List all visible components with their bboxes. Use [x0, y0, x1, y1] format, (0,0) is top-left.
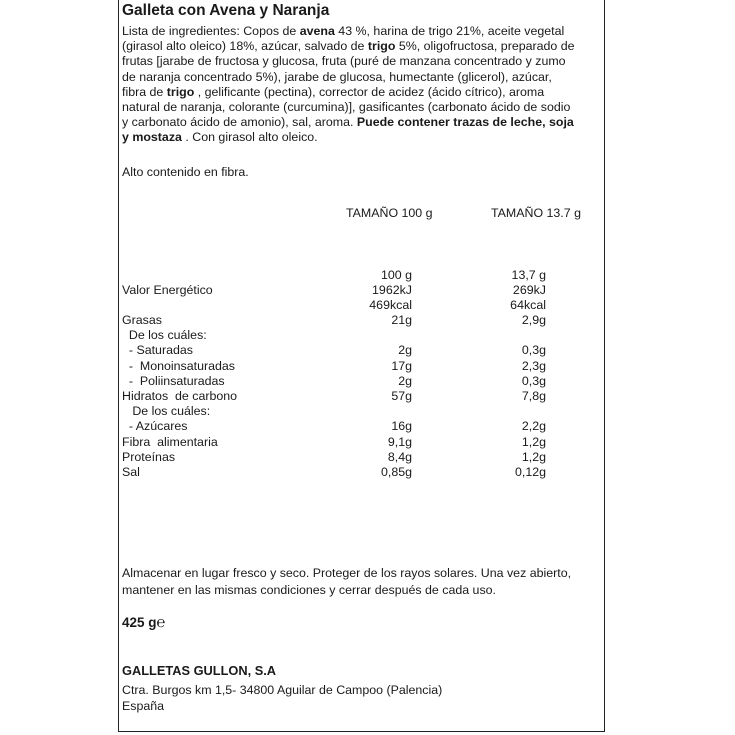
storage-line-2: mantener en las mismas condiciones y cerrar después de cada uso. [122, 583, 496, 597]
nutrient-value-portion: 0,3g [521, 343, 546, 358]
allergen-text: Puede contener trazas de leche, soja [356, 115, 574, 130]
col-header-portion: TAMAÑO 13.7 g [491, 206, 581, 220]
nutrient-value-100g: 2g [398, 343, 412, 358]
nutrient-value-100g: 17g [391, 358, 412, 373]
nutrient-value-portion: 2,3g [521, 358, 546, 373]
energy-kcal-100g: 469kcal [369, 298, 412, 312]
nutrient-label: - Monoinsaturadas [122, 358, 235, 373]
ingredients-text: 5%, oligofructosa, preparado de [395, 39, 575, 54]
ingredients-list [122, 24, 604, 146]
ingredients-text: natural de naranja, colorante (curcumina)], gasificantes (carbonato ácido de sodio [122, 100, 571, 115]
portion-13g: 13,7 g [511, 268, 546, 282]
ingredients-text: frutas [jarabe de fructosa y glucosa, fruta (puré de manzana concentrado y zumo [122, 54, 566, 69]
ingredients-text: fibra de [122, 84, 167, 99]
net-weight [122, 614, 166, 631]
ingredients-text: , gelificante (pectina), corrector de acidez (ácido cítrico), aroma [194, 84, 545, 99]
nutrient-value-100g: 2g [398, 373, 412, 388]
nutrient-label: - Azúcares [122, 419, 188, 434]
energy-label: Valor Energético [122, 283, 213, 297]
nutrient-value-100g: 8,4g [387, 449, 412, 464]
nutrient-value-100g: 0,85g [380, 465, 412, 479]
company-name: GALLETAS GULLON, S.A [122, 663, 277, 678]
fiber-claim: Alto contenido en fibra. [122, 165, 249, 179]
nutrient-value-portion: 1,2g [521, 449, 546, 464]
nutrient-value-portion: 0,3g [521, 373, 546, 388]
nutrient-label: Hidratos de carbono [122, 389, 238, 403]
energy-kj-100g: 1962kJ [372, 283, 412, 297]
nutrient-label: Proteínas [122, 449, 176, 464]
nutrient-value-portion: 2,9g [521, 313, 546, 327]
nutrient-value-100g: 57g [391, 389, 412, 403]
energy-kj-portion: 269kJ [512, 283, 546, 297]
nutrient-label: Grasas [122, 313, 162, 327]
ingredients-line [122, 70, 604, 85]
ingredients-line [122, 115, 604, 130]
col-header-100g: TAMAÑO 100 g [346, 206, 433, 220]
company-country: España [122, 699, 165, 713]
nutrient-label: De los cuáles: [122, 404, 211, 419]
allergen-text: trigo [367, 39, 396, 54]
ingredients-text: de naranja concentrado 5%), jarabe de glucosa, humectante (glicerol), azúcar, [122, 69, 552, 84]
estimated-sign-icon: ℮ [156, 614, 166, 631]
storage-line-1: Almacenar en lugar fresco y seco. Proteger de los rayos solares. Una vez abierto, [122, 566, 572, 580]
nutrient-label: De los cuáles: [122, 328, 207, 343]
nutrient-value-100g: 16g [391, 419, 412, 434]
nutrient-label: - Saturadas [122, 343, 193, 358]
nutrient-label: Fibra alimentaria [122, 434, 218, 449]
allergen-text: avena [299, 24, 335, 38]
energy-kcal-portion: 64kcal [510, 298, 546, 312]
nutrient-label: - Poliinsaturadas [122, 373, 225, 388]
ingredients-text: (girasol alto oleico) 18%, azúcar, salvado de [122, 39, 368, 54]
nutrient-value-portion: 7,8g [521, 389, 546, 403]
net-weight-value: 425 g [122, 615, 157, 630]
ingredients-text: 43 %, harina de trigo 21%, aceite vegetal [334, 24, 565, 38]
allergen-text: y mostaza [122, 130, 182, 145]
ingredients-line [122, 100, 604, 115]
nutrient-value-100g: 21g [391, 313, 412, 327]
allergen-text: trigo [166, 84, 195, 99]
ingredients-line [122, 54, 604, 69]
company-address: Ctra. Burgos km 1,5- 34800 Aguilar de Campoo (Palencia) [122, 683, 443, 697]
nutrient-value-portion: 0,12g [514, 465, 546, 479]
ingredients-line [122, 39, 604, 54]
nutrient-label: Sal [122, 465, 140, 479]
nutrient-value-portion: 2,2g [521, 419, 546, 434]
product-title: Galleta con Avena y Naranja [122, 2, 330, 19]
nutrient-value-100g: 9,1g [387, 434, 412, 449]
ingredients-text: y carbonato ácido de amonio), sal, aroma. [122, 115, 357, 130]
ingredients-line [122, 85, 604, 100]
ingredients-text: Lista de ingredientes: Copos de [122, 24, 300, 38]
nutrient-value-portion: 1,2g [521, 434, 546, 449]
ingredients-line [122, 130, 604, 145]
ingredients-text: . Con girasol alto oleico. [181, 130, 318, 145]
portion-100g: 100 g [380, 268, 412, 282]
ingredients-line [122, 24, 604, 39]
